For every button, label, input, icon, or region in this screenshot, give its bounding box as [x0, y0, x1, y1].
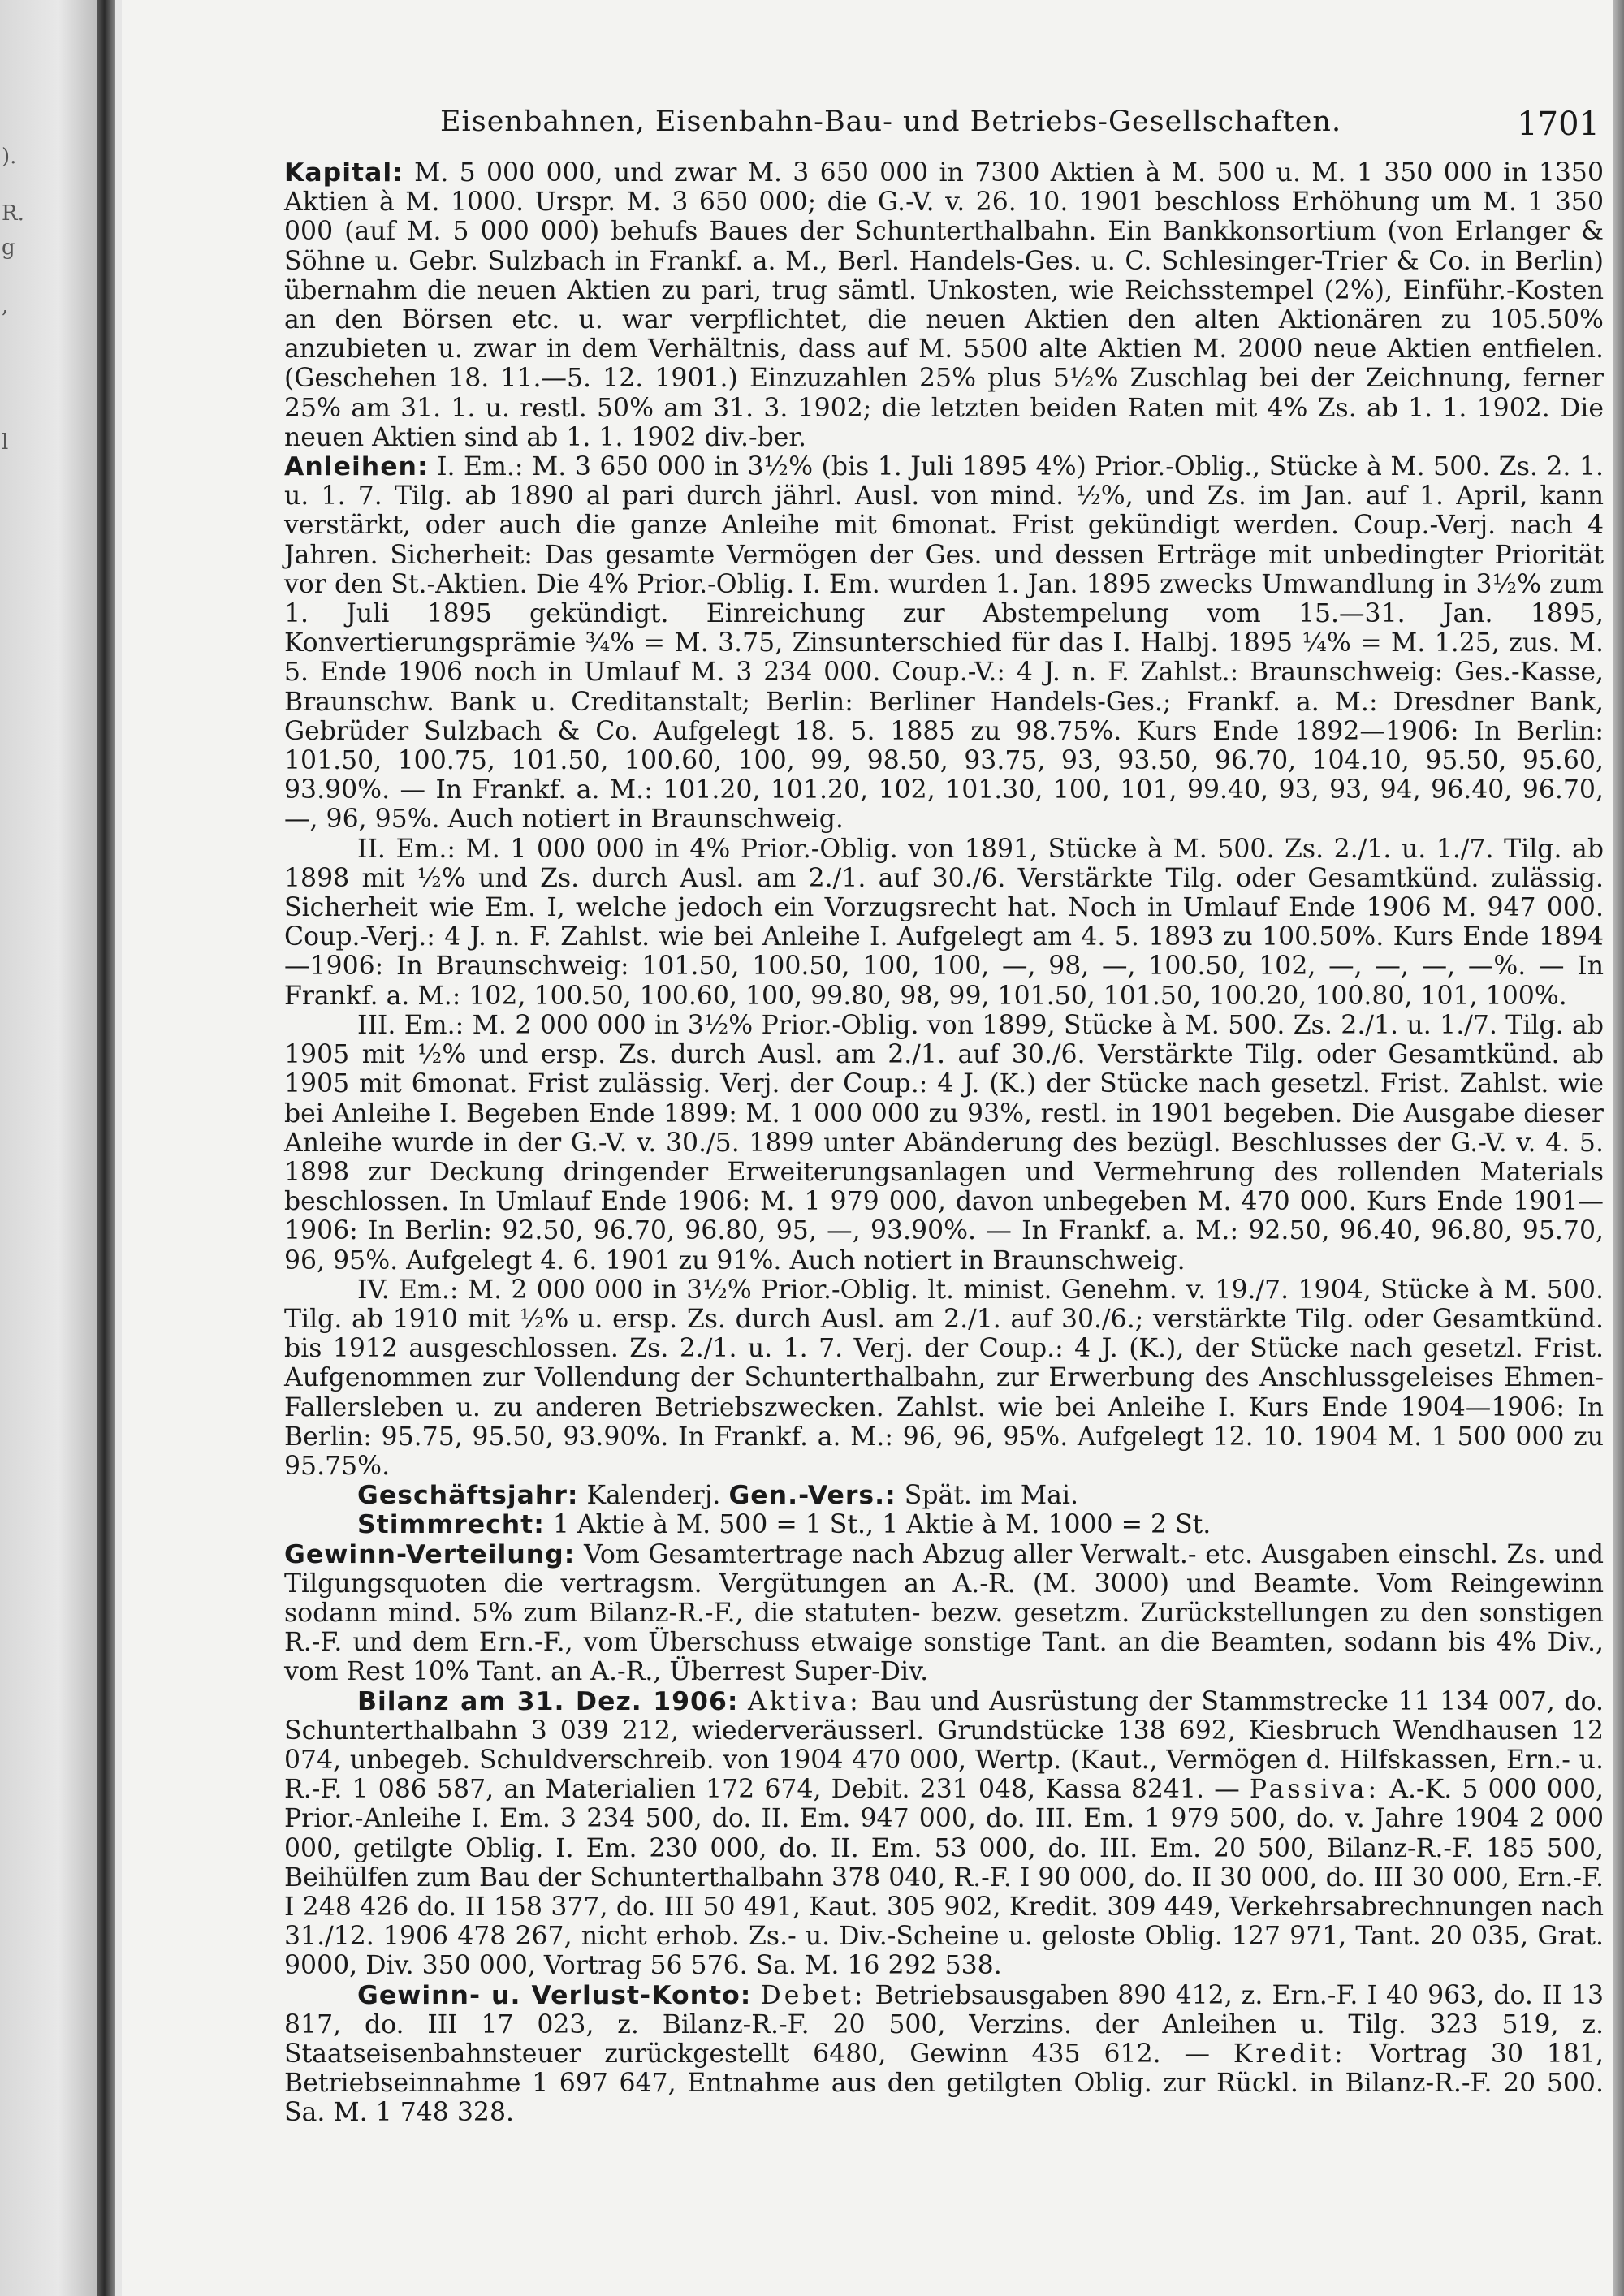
bilanz-label: Bilanz am 31. Dez. 1906:: [357, 1686, 739, 1716]
gewinn-verteilung-paragraph: [284, 1540, 1604, 1687]
anleihen-label: Anleihen:: [284, 452, 429, 482]
aktiva-text: Bau und Ausrüstung der Stammstrecke 11 134 007, do. Schunterthalbahn 3 039 212, wiederveräusserl. Grundstücke 138 692, Kiesbruch Wendhausen 12 074, unbegeb. Schuldverschreib. von 1904 470 000, Wertp. (Kaut., Vermögen d. Hilfskassen, Ern.- u. R.-F. 1 086 587, an Materialien 172 674, Debit. 231 048, Kassa 8241. —: [284, 1686, 1604, 1805]
margin-mark: l: [2, 430, 9, 455]
margin-mark: ).: [2, 145, 17, 169]
anleihen-em1-paragraph: [284, 452, 1604, 835]
running-header: [440, 106, 1606, 154]
geschaeftsjahr-label: Geschäftsjahr:: [357, 1481, 579, 1511]
gewinn-verteilung-label: Gewinn-Verteilung:: [284, 1539, 576, 1569]
kredit-label: Kredit:: [1233, 2039, 1346, 2069]
margin-mark: R.: [2, 201, 24, 226]
facing-page-margin: [0, 0, 97, 2296]
page-number: 1701: [1517, 106, 1600, 143]
margin-mark: ,: [2, 294, 9, 318]
kapital-label: Kapital:: [284, 158, 404, 188]
page-body: [284, 158, 1604, 2128]
genvers-label: Gen.-Vers.:: [728, 1481, 896, 1511]
genvers-value: Spät. im Mai.: [904, 1481, 1079, 1511]
kapital-text: M. 5 000 000, und zwar M. 3 650 000 in 7300 Aktien à M. 500 u. M. 1 350 000 in 1350 Aktien à M. 1000. Urspr. M. 3 650 000; die G.-V. v. 26. 10. 1901 beschloss Erhöhung um M. 1 350 000 (auf M. 5 000 000) behufs Baues der Schunterthalbahn. Ein Bankkonsortium (von Erlanger & Söhne u. Gebr. Sulzbach in Frankf. a. M., Berl. Handels-Ges. u. C. Schlesinger-Trier & Co. in Berlin) übernahm die neuen Aktien zu pari, trug sämtl. Unkosten, wie Reichsstempel (2%), Einführ.-Kosten an den Börsen etc. u. war verpflichtet, die neuen Aktien den alten Aktionären zu 105.50% anzubieten u. zwar in dem Verhältnis, dass auf M. 5500 alte Aktien M. 2000 neue Aktien entfielen. (Geschehen 18. 11.—5. 12. 1901.) Einzuzahlen 25% plus 5½% Zuschlag bei der Zeichnung, ferner 25% am 31. 1. u. restl. 50% am 31. 3. 1902; die letzten beiden Raten mit 4% Zs. ab 1. 1. 1902. Die neuen Aktien sind ab 1. 1. 1902 div.-ber.: [284, 158, 1604, 452]
geschaeftsjahr-paragraph: [284, 1481, 1604, 1510]
geschaeftsjahr-value: Kalenderj.: [586, 1481, 721, 1511]
book-gutter: [97, 0, 115, 2296]
book-page: [122, 0, 1613, 2296]
kredit-text: Vortrag 30 181, Betriebseinnahme 1 697 647, Entnahme aus den getilgten Oblig. zur Rückl. in Bilanz-R.-F. 20 500. Sa. M. 1 748 328.: [284, 2039, 1605, 2128]
page-edge: [1613, 0, 1624, 2296]
aktiva-label: Aktiva:: [748, 1686, 862, 1716]
gewinn-verteilung-text: Vom Gesamtertrage nach Abzug aller Verwalt.- etc. Ausgaben einschl. Zs. und Tilgungsquoten die vertragsm. Vergütungen an A.-R. (M. 3000) und Beamte. Vom Reingewinn sodann mind. 5% zum Bilanz-R.-F., die statuten- bezw. gesetzm. Zurückstellungen zu den sonstigen R.-F. und dem Ern.-F., vom Überschuss etwaige sonstige Tant. an die Beamten, sodann bis 4% Div., vom Rest 10% Tant. an A.-R., Überrest Super-Div.: [284, 1539, 1605, 1687]
anleihen-em3-text: III. Em.: M. 2 000 000 in 3½% Prior.-Oblig. von 1899, Stücke à M. 500. Zs. 2./1. u. 1./7. Tilg. ab 1905 mit ½% und ersp. Zs. durch Ausl. am 2./1. auf 30./6. Verstärkte Tilg. oder Gesamtkünd. ab 1905 mit 6monat. Frist zulässig. Verj. der Coup.: 4 J. (K.) der Stücke nach gesetzl. Frist. Zahlst. wie bei Anleihe I. Begeben Ende 1899: M. 1 000 000 zu 93%, restl. in 1901 begeben. Die Ausgabe dieser Anleihe wurde in der G.-V. v. 30./5. 1899 unter Abänderung des bezügl. Beschlusses der G.-V. v. 4. 5. 1898 zur Deckung dringender Erweiterungsanlagen und Vermehrung des rollenden Materials beschlossen. In Umlauf Ende 1906: M. 1 979 000, davon unbegeben M. 470 000. Kurs Ende 1901—1906: In Berlin: 92.50, 96.70, 96.80, 95, —, 93.90%. — In Frankf. a. M.: 92.50, 96.40, 96.80, 95.70, 96, 95%. Aufgelegt 4. 6. 1901 zu 91%. Auch notiert in Braunschweig.: [284, 1010, 1604, 1275]
gewinn-verlust-label: Gewinn- u. Verlust-Konto:: [357, 1980, 752, 2010]
anleihen-em4-text: IV. Em.: M. 2 000 000 in 3½% Prior.-Oblig. lt. minist. Genehm. v. 19./7. 1904, Stücke à M. 500. Tilg. ab 1910 mit ½% u. ersp. Zs. durch Ausl. am 2./1. auf 30./6.; verstärkte Tilg. oder Gesamtkünd. bis 1912 ausgeschlossen. Zs. 2./1. u. 1. 7. Verj. der Coup.: 4 J. (K.), der Stücke nach gesetzl. Frist. Aufgenommen zur Vollendung der Schunterthalbahn, zur Erwerbung des Anschlussgeleises Ehmen-Fallersleben u. zu anderen Betriebszwecken. Zahlst. wie bei Anleihe I. Kurs Ende 1904—1906: In Berlin: 95.75, 95.50, 93.90%. In Frankf. a. M.: 96, 96, 95%. Aufgelegt 12. 10. 1904 M. 1 500 000 zu 95.75%.: [284, 1275, 1604, 1481]
debet-text: Betriebsausgaben 890 412, z. Ern.-F. I 40 963, do. II 13 817, do. III 17 023, z. Bilanz-R.-F. 20 500, Verzins. der Anleihen u. Tilg. 323 519, z. Staatseisenbahnsteuer zurückgestellt 6480, Gewinn 435 612. —: [284, 1980, 1605, 2069]
debet-label: Debet:: [760, 1980, 866, 2010]
header-title: Eisenbahnen, Eisenbahn-Bau- und Betriebs-Gesellschaften.: [440, 106, 1342, 138]
passiva-text: A.-K. 5 000 000, Prior.-Anleihe I. Em. 3 234 500, do. II. Em. 947 000, do. III. Em. 1 979 500, do. v. Jahre 1904 2 000 000, getilgte Oblig. I. Em. 230 000, do. II. Em. 53 000, do. III. Em. 20 500, Bilanz-R.-F. 185 500, Beihülfen zum Bau der Schunterthalbahn 378 040, R.-F. I 90 000, do. II 30 000, do. III 30 000, Ern.-F. I 248 426 do. II 158 377, do. III 50 491, Kaut. 305 902, Kredit. 309 449, Verkehrsabrechnungen nach 31./12. 1906 478 267, nicht erhob. Zs.- u. Div.-Scheine u. geloste Oblig. 127 971, Tant. 20 035, Grat. 9000, Div. 350 000, Vortrag 56 576. Sa. M. 16 292 538.: [284, 1775, 1605, 1981]
passiva-label: Passiva:: [1249, 1775, 1380, 1805]
stimmrecht-value: 1 Aktie à M. 500 = 1 St., 1 Aktie à M. 1000 = 2 St.: [552, 1510, 1212, 1540]
anleihen-em2-paragraph: [284, 835, 1604, 1011]
anleihen-em3-paragraph: [284, 1011, 1604, 1275]
anleihen-em1-text: I. Em.: M. 3 650 000 in 3½% (bis 1. Juli 1895 4%) Prior.-Oblig., Stücke à M. 500. Zs. 2. 1. u. 1. 7. Tilg. ab 1890 al pari durch jährl. Ausl. von mind. ½%, und Zs. im Jan. auf 1. April, kann verstärkt, oder auch die ganze Anleihe mit 6monat. Frist gekündigt werden. Coup.-Verj. nach 4 Jahren. Sicherheit: Das gesamte Vermögen der Ges. und dessen Erträge mit unbedingter Priorität vor den St.-Aktien. Die 4% Prior.-Oblig. I. Em. wurden 1. Jan. 1895 zwecks Umwandlung in 3½% zum 1. Juli 1895 gekündigt. Einreichung zur Abstempelung vom 15.—31. Jan. 1895, Konvertierungsprämie ¾% = M. 3.75, Zinsunterschied für das I. Halbj. 1895 ¼% = M. 1.25, zus. M. 5. Ende 1906 noch in Umlauf M. 3 234 000. Coup.-V.: 4 J. n. F. Zahlst.: Braunschweig: Ges.-Kasse, Braunschw. Bank u. Creditanstalt; Berlin: Berliner Handels-Ges.; Frankf. a. M.: Dresdner Bank, Gebrüder Sulzbach & Co. Aufgelegt 18. 5. 1885 zu 98.75%. Kurs Ende 1892—1906: In Berlin: 101.50, 100.75, 101.50, 100.60, 100, 99, 98.50, 93.75, 93, 93.50, 96.70, 104.10, 95.50, 95.60, 93.90%. — In Frankf. a. M.: 101.20, 101.20, 102, 101.30, 100, 101, 99.40, 93, 93, 94, 96.40, 96.70, —, 96, 95%. Auch notiert in Braunschweig.: [284, 452, 1604, 835]
margin-mark: g: [2, 235, 15, 260]
bilanz-paragraph: [284, 1687, 1604, 1981]
stimmrecht-label: Stimmrecht:: [357, 1510, 545, 1540]
gewinn-verlust-paragraph: [284, 1981, 1604, 2128]
anleihen-em4-paragraph: [284, 1275, 1604, 1481]
anleihen-em2-text: II. Em.: M. 1 000 000 in 4% Prior.-Oblig. von 1891, Stücke à M. 500. Zs. 2./1. u. 1./7. Tilg. ab 1898 mit ½% und Zs. durch Ausl. am 2./1. auf 30./6. Verstärkte Tilg. oder Gesamtkünd. zulässig. Sicherheit wie Em. I, welche jedoch ein Vorzugsrecht hat. Noch in Umlauf Ende 1906 M. 947 000. Coup.-Verj.: 4 J. n. F. Zahlst. wie bei Anleihe I. Aufgelegt am 4. 5. 1893 zu 100.50%. Kurs Ende 1894—1906: In Braunschweig: 101.50, 100.50, 100, 100, —, 98, —, 100.50, 102, —, —, —, —%. — In Frankf. a. M.: 102, 100.50, 100.60, 100, 99.80, 98, 99, 101.50, 101.50, 100.20, 100.80, 101, 100%.: [284, 834, 1604, 1011]
stimmrecht-paragraph: [284, 1510, 1604, 1539]
kapital-paragraph: [284, 158, 1604, 452]
